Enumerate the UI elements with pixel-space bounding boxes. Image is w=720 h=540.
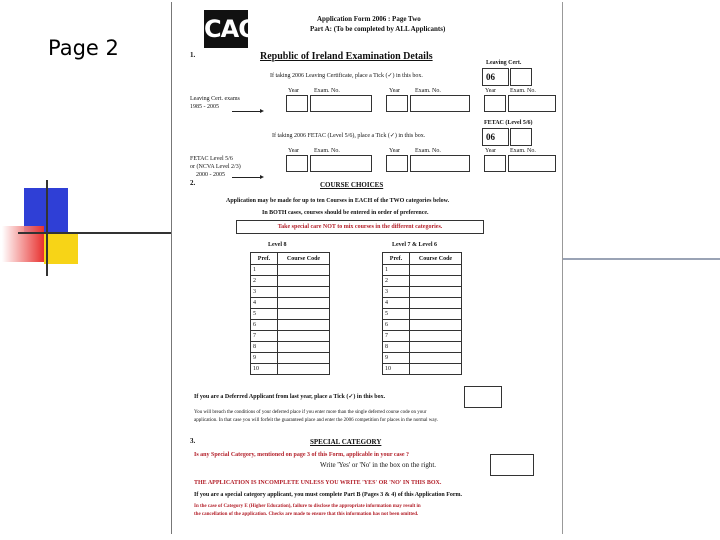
level76-course-code-cell[interactable] bbox=[410, 298, 462, 309]
slide-rule-right bbox=[560, 258, 720, 260]
level8-course-code-cell[interactable] bbox=[278, 320, 330, 331]
pref-number: 7 bbox=[251, 331, 278, 342]
level76-row bbox=[383, 353, 462, 364]
level8-row bbox=[251, 287, 330, 298]
level8-row bbox=[251, 353, 330, 364]
lc-examno-label-1: Exam. No. bbox=[314, 88, 340, 94]
pref-header: Pref. bbox=[251, 253, 278, 265]
pref-number: 4 bbox=[383, 298, 410, 309]
level8-row bbox=[251, 331, 330, 342]
cc-line1: Application may be made for up to ten Courses in EACH of the TWO categories below. bbox=[226, 198, 450, 204]
fetac-prev-year-1[interactable] bbox=[286, 155, 308, 172]
deferred-text: If you are a Deferred Applicant from last year, place a Tick (✓) in this box. bbox=[194, 394, 386, 400]
form-page bbox=[171, 2, 563, 534]
slide-title: Page 2 bbox=[48, 36, 119, 60]
level76-course-code-cell[interactable] bbox=[410, 353, 462, 364]
fetac-tick-text: If taking 2006 FETAC (Level 5/6), place a Tick (✓) in this box. bbox=[272, 133, 426, 139]
form-header-line1: Application Form 2006 : Page Two bbox=[317, 15, 421, 23]
sc-incomplete: THE APPLICATION IS INCOMPLETE UNLESS YOU WRITE 'YES' OR 'NO' IN THIS BOX. bbox=[194, 480, 442, 486]
fetac-prev-examno-3[interactable] bbox=[508, 155, 556, 172]
level8-course-code-cell[interactable] bbox=[278, 276, 330, 287]
deferred-tick-box[interactable] bbox=[464, 386, 502, 408]
pref-number: 10 bbox=[383, 364, 410, 375]
level76-row bbox=[383, 342, 462, 353]
pref-number: 8 bbox=[251, 342, 278, 353]
level76-row bbox=[383, 265, 462, 276]
lc-examno-label-2: Exam. No. bbox=[415, 88, 441, 94]
level76-row bbox=[383, 331, 462, 342]
lc-prev-year-3[interactable] bbox=[484, 95, 506, 112]
level8-course-code-cell[interactable] bbox=[278, 287, 330, 298]
lc-year-label-1: Year bbox=[288, 88, 300, 94]
pref-number: 8 bbox=[383, 342, 410, 353]
lc-prev-year-2[interactable] bbox=[386, 95, 408, 112]
level76-course-code-cell[interactable] bbox=[410, 364, 462, 375]
fetac-prev-label-1: FETAC Level 5/6 bbox=[190, 156, 233, 162]
level8-table bbox=[250, 252, 330, 375]
section1-number: 1. bbox=[190, 51, 196, 59]
deferred-note1: You will breach the conditions of your deferred place if you enter more than the single deferred course code on your bbox=[194, 410, 427, 415]
pref-number: 3 bbox=[251, 287, 278, 298]
level8-course-code-cell[interactable] bbox=[278, 364, 330, 375]
pref-number: 6 bbox=[251, 320, 278, 331]
section3-title: SPECIAL CATEGORY bbox=[310, 438, 382, 446]
pref-number: 3 bbox=[383, 287, 410, 298]
level8-rows bbox=[251, 265, 330, 375]
lc-year-box[interactable]: 06 bbox=[482, 68, 509, 86]
deferred-note2: application. In that case you will forfeit the guaranteed place and enter the 2006 competition for places in the normal way. bbox=[194, 418, 439, 423]
cao-logo: CAO bbox=[204, 10, 248, 48]
lc-examno-label-3: Exam. No. bbox=[510, 88, 536, 94]
level76-course-code-cell[interactable] bbox=[410, 342, 462, 353]
lc-exams-label-2: 1985 - 2005 bbox=[190, 104, 219, 110]
sc-cat-e2: the cancellation of the application. Checks are made to ensure that this information has not been omitted. bbox=[194, 512, 419, 517]
fetac-examno-label-2: Exam. No. bbox=[415, 148, 441, 154]
fetac-prev-label-2: or (NCVA Level 2/3) bbox=[190, 164, 241, 170]
leaving-cert-label: Leaving Cert. bbox=[486, 60, 522, 66]
level8-course-code-cell[interactable] bbox=[278, 309, 330, 320]
level8-course-code-cell[interactable] bbox=[278, 331, 330, 342]
fetac-tick-box[interactable] bbox=[510, 128, 532, 146]
pref-number: 1 bbox=[251, 265, 278, 276]
level76-course-code-cell[interactable] bbox=[410, 265, 462, 276]
level8-row bbox=[251, 298, 330, 309]
lc-prev-examno-3[interactable] bbox=[508, 95, 556, 112]
sc-instruction: Write 'Yes' or 'No' in the box on the right. bbox=[320, 461, 437, 469]
fetac-examno-label-1: Exam. No. bbox=[314, 148, 340, 154]
lc-prev-year-1[interactable] bbox=[286, 95, 308, 112]
fetac-label: FETAC (Level 5/6) bbox=[484, 120, 533, 126]
pref-number: 9 bbox=[251, 353, 278, 364]
level76-course-code-cell[interactable] bbox=[410, 309, 462, 320]
level8-row bbox=[251, 276, 330, 287]
pref-number: 2 bbox=[251, 276, 278, 287]
fetac-examno-label-3: Exam. No. bbox=[510, 148, 536, 154]
fetac-prev-label-3: 2000 - 2005 bbox=[196, 172, 225, 178]
fetac-year-label-2: Year bbox=[389, 148, 401, 154]
level8-row bbox=[251, 342, 330, 353]
level8-title: Level 8 bbox=[268, 242, 287, 248]
level76-row bbox=[383, 309, 462, 320]
fetac-prev-year-2[interactable] bbox=[386, 155, 408, 172]
level76-course-code-cell[interactable] bbox=[410, 320, 462, 331]
level76-rows bbox=[383, 265, 462, 375]
section2-number: 2. bbox=[190, 179, 196, 187]
pref-number: 1 bbox=[383, 265, 410, 276]
cc-warning: Take special care NOT to mix courses in the different categories. bbox=[236, 220, 484, 234]
pref-header: Pref. bbox=[383, 253, 410, 265]
level8-course-code-cell[interactable] bbox=[278, 342, 330, 353]
sc-partb: If you are a special category applicant, you must complete Part B (Pages 3 & 4) of this Application Form. bbox=[194, 492, 463, 498]
pref-number: 6 bbox=[383, 320, 410, 331]
lc-prev-examno-2[interactable] bbox=[410, 95, 470, 112]
level76-course-code-cell[interactable] bbox=[410, 287, 462, 298]
fetac-year-box[interactable]: 06 bbox=[482, 128, 509, 146]
lc-tick-text: If taking 2006 Leaving Certificate, place a Tick (✓) in this box. bbox=[270, 73, 423, 79]
lc-tick-box[interactable] bbox=[510, 68, 532, 86]
cc-line2: In BOTH cases, courses should be entered in order of preference. bbox=[262, 210, 429, 216]
section3-number: 3. bbox=[190, 437, 196, 445]
level8-course-code-cell[interactable] bbox=[278, 353, 330, 364]
level76-course-code-cell[interactable] bbox=[410, 331, 462, 342]
course-code-header: Course Code bbox=[278, 253, 330, 265]
level8-course-code-cell[interactable] bbox=[278, 265, 330, 276]
pref-number: 4 bbox=[251, 298, 278, 309]
level8-row bbox=[251, 265, 330, 276]
level76-row bbox=[383, 276, 462, 287]
course-code-header: Course Code bbox=[410, 253, 462, 265]
pref-number: 5 bbox=[383, 309, 410, 320]
form-header-line2: Part A: (To be completed by ALL Applicants) bbox=[310, 25, 446, 33]
fetac-prev-examno-1[interactable] bbox=[310, 155, 372, 172]
fetac-prev-examno-2[interactable] bbox=[410, 155, 470, 172]
fetac-year-label-3: Year bbox=[485, 148, 497, 154]
special-category-box[interactable] bbox=[490, 454, 534, 476]
lc-prev-examno-1[interactable] bbox=[310, 95, 372, 112]
section2-title: COURSE CHOICES bbox=[320, 181, 384, 189]
level76-title: Level 7 & Level 6 bbox=[392, 242, 437, 248]
level76-row bbox=[383, 320, 462, 331]
lc-arrow bbox=[232, 111, 262, 112]
fetac-prev-year-3[interactable] bbox=[484, 155, 506, 172]
level76-course-code-cell[interactable] bbox=[410, 276, 462, 287]
pref-number: 5 bbox=[251, 309, 278, 320]
sc-question: Is any Special Category, mentioned on page 3 of this Form, applicable in your case ? bbox=[194, 452, 410, 458]
fetac-arrow bbox=[232, 177, 262, 178]
level76-table bbox=[382, 252, 462, 375]
deco-vline bbox=[46, 180, 48, 276]
sc-cat-e1: In the case of Category E (Higher Education), failure to disclose the appropriate information may result in bbox=[194, 504, 421, 509]
level8-row bbox=[251, 320, 330, 331]
level76-row bbox=[383, 364, 462, 375]
level76-row bbox=[383, 298, 462, 309]
level8-course-code-cell[interactable] bbox=[278, 298, 330, 309]
pref-number: 2 bbox=[383, 276, 410, 287]
fetac-year-label-1: Year bbox=[288, 148, 300, 154]
deco-yellow-square bbox=[44, 232, 78, 264]
level8-row bbox=[251, 364, 330, 375]
lc-exams-label-1: Leaving Cert. exams bbox=[190, 96, 240, 102]
pref-number: 7 bbox=[383, 331, 410, 342]
lc-year-label-3: Year bbox=[485, 88, 497, 94]
deco-hline bbox=[18, 232, 178, 234]
pref-number: 9 bbox=[383, 353, 410, 364]
level8-row bbox=[251, 309, 330, 320]
section1-title: Republic of Ireland Examination Details bbox=[260, 51, 433, 62]
lc-year-label-2: Year bbox=[389, 88, 401, 94]
pref-number: 10 bbox=[251, 364, 278, 375]
level76-row bbox=[383, 287, 462, 298]
